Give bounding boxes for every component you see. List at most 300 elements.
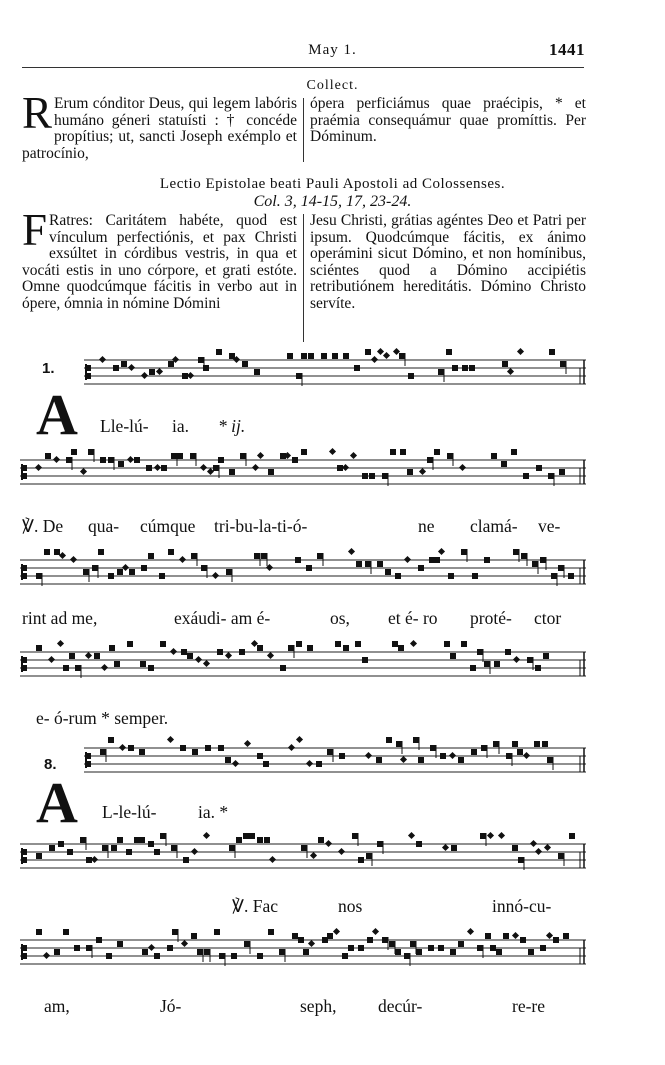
neume bbox=[327, 933, 333, 939]
neume bbox=[413, 737, 419, 743]
neume bbox=[257, 837, 263, 843]
neume bbox=[108, 457, 114, 463]
chant1-lyric-2g: ve- bbox=[538, 516, 561, 536]
neume bbox=[264, 837, 270, 843]
epistle-left-text: Ratres: Caritátem habéte, quod est vínculum perfectiónis, et pax Christi exsúltet in córdibus vestris, in qua et vocáti estis in uno córpore, et grati estóte. Omne quodcúmque fácitis in verbo aut in ópere, ómnia in nómine Dómini bbox=[22, 212, 297, 312]
neume bbox=[232, 760, 239, 767]
neume bbox=[167, 945, 173, 951]
neume bbox=[301, 353, 307, 359]
neume bbox=[207, 468, 214, 475]
neume bbox=[523, 473, 529, 479]
neume bbox=[159, 573, 165, 579]
neume bbox=[513, 656, 520, 663]
chant2-staff-1 bbox=[84, 740, 586, 802]
neume bbox=[70, 556, 77, 563]
neume bbox=[154, 464, 161, 471]
neume bbox=[377, 348, 384, 355]
neume bbox=[141, 372, 148, 379]
neume bbox=[117, 569, 123, 575]
neume bbox=[48, 656, 55, 663]
neume bbox=[517, 348, 524, 355]
neume bbox=[236, 837, 242, 843]
neume bbox=[542, 741, 548, 747]
neume bbox=[96, 937, 102, 943]
neume bbox=[269, 856, 276, 863]
neume bbox=[296, 373, 302, 379]
neume bbox=[183, 857, 189, 863]
neume bbox=[75, 665, 81, 671]
neume bbox=[362, 473, 368, 479]
neume bbox=[365, 752, 372, 759]
neume bbox=[58, 841, 64, 847]
chant1-staff-3 bbox=[20, 552, 586, 614]
neume bbox=[267, 652, 274, 659]
neume bbox=[257, 753, 263, 759]
chant2-lyric-3b: Jó- bbox=[160, 996, 182, 1016]
neume bbox=[451, 845, 457, 851]
chant2-initial: A bbox=[36, 770, 78, 835]
neume bbox=[99, 356, 106, 363]
neume bbox=[530, 840, 537, 847]
neume bbox=[348, 548, 355, 555]
neume bbox=[558, 565, 564, 571]
neume bbox=[559, 469, 565, 475]
neume bbox=[410, 941, 416, 947]
chant1-lyric-2b: qua- bbox=[88, 516, 120, 536]
neume bbox=[35, 464, 42, 471]
neume bbox=[212, 572, 219, 579]
neume bbox=[438, 945, 444, 951]
neume bbox=[288, 744, 295, 751]
chant2-staff-2 bbox=[20, 836, 586, 898]
neume bbox=[416, 841, 422, 847]
neume bbox=[338, 848, 345, 855]
chant2-lyric-3e: re-re bbox=[512, 996, 546, 1016]
neume bbox=[382, 937, 388, 943]
neume bbox=[181, 940, 188, 947]
neume bbox=[512, 845, 518, 851]
chant1-lyric-2f: clamá- bbox=[470, 516, 518, 536]
neume bbox=[129, 569, 135, 575]
neume bbox=[203, 660, 210, 667]
neume bbox=[325, 840, 332, 847]
neume bbox=[348, 945, 354, 951]
neume bbox=[242, 361, 248, 367]
neume bbox=[308, 940, 315, 947]
chant2-lyric-2b: nos bbox=[338, 896, 363, 916]
neume bbox=[231, 953, 237, 959]
neume bbox=[71, 449, 77, 455]
neume bbox=[385, 569, 391, 575]
neume bbox=[410, 640, 417, 647]
neume bbox=[487, 832, 494, 839]
neume bbox=[458, 757, 464, 763]
neume bbox=[301, 449, 307, 455]
neume bbox=[306, 760, 313, 767]
neume bbox=[171, 453, 177, 459]
neume bbox=[535, 848, 542, 855]
chant2-lyric-1b: ia. * bbox=[198, 802, 229, 822]
chant1-lyric-4a: e- ó-rum * semper. bbox=[36, 708, 169, 728]
neume bbox=[317, 553, 323, 559]
neume bbox=[389, 941, 395, 947]
neume bbox=[316, 761, 322, 767]
neume bbox=[544, 844, 551, 851]
neume bbox=[343, 645, 349, 651]
neume bbox=[229, 845, 235, 851]
neume bbox=[513, 549, 519, 555]
neume bbox=[333, 928, 340, 935]
neume bbox=[400, 449, 406, 455]
neume bbox=[392, 641, 398, 647]
neume bbox=[140, 661, 146, 667]
neume bbox=[288, 645, 294, 651]
neume bbox=[263, 761, 269, 767]
neume bbox=[449, 752, 456, 759]
epistle-title: Lectio Epistolae beati Pauli Apostoli ad Colossenses. bbox=[159, 176, 506, 192]
neume bbox=[287, 353, 293, 359]
neume bbox=[187, 653, 193, 659]
neume bbox=[44, 549, 50, 555]
neume bbox=[244, 740, 251, 747]
neume bbox=[553, 937, 559, 943]
chant1-staff-4 bbox=[20, 644, 586, 706]
neume bbox=[399, 353, 405, 359]
neume bbox=[418, 565, 424, 571]
epistle-right-column bbox=[310, 213, 586, 312]
neume bbox=[477, 945, 483, 951]
chant1-lyric-3e: proté- bbox=[470, 608, 512, 628]
neume bbox=[534, 741, 540, 747]
neume bbox=[139, 837, 145, 843]
neume bbox=[390, 449, 396, 455]
neume bbox=[342, 953, 348, 959]
neume bbox=[117, 941, 123, 947]
neume bbox=[63, 665, 69, 671]
neume bbox=[404, 953, 410, 959]
neume bbox=[203, 365, 209, 371]
neume bbox=[239, 649, 245, 655]
neume bbox=[268, 469, 274, 475]
neume bbox=[36, 645, 42, 651]
neume bbox=[408, 832, 415, 839]
neume bbox=[114, 661, 120, 667]
neume bbox=[440, 753, 446, 759]
neume bbox=[244, 941, 250, 947]
chant2-lyric-3c: seph, bbox=[300, 996, 337, 1016]
chant1-lyric-2a: ℣. De bbox=[22, 516, 64, 536]
neume bbox=[418, 757, 424, 763]
neume bbox=[511, 449, 517, 455]
collect-left-text: Erum cónditor Deus, qui legem labóris humáno géneri statuísti : † concéde propítius; ut, sancti Joseph exémplo et patrocínio, bbox=[22, 95, 297, 162]
neume bbox=[358, 945, 364, 951]
neume bbox=[446, 349, 452, 355]
neume bbox=[512, 741, 518, 747]
neume bbox=[192, 749, 198, 755]
neume bbox=[369, 473, 375, 479]
neume bbox=[118, 461, 124, 467]
neume bbox=[484, 557, 490, 563]
neume bbox=[377, 561, 383, 567]
neume bbox=[358, 857, 364, 863]
neume bbox=[45, 453, 51, 459]
neume bbox=[154, 849, 160, 855]
neume bbox=[337, 465, 343, 471]
neume bbox=[416, 949, 422, 955]
neume bbox=[536, 465, 542, 471]
collect-right-text: ópera perficiámus quae praécipis, * et praémia consequámur quae promíttis. Per Dóminum. bbox=[310, 95, 586, 145]
neume bbox=[301, 845, 307, 851]
neume bbox=[480, 833, 486, 839]
neume bbox=[181, 649, 187, 655]
neume bbox=[57, 640, 64, 647]
neume bbox=[126, 849, 132, 855]
neume bbox=[218, 457, 224, 463]
chant2-lyric-1a: L-le-lú- bbox=[102, 802, 157, 822]
neume bbox=[472, 573, 478, 579]
neume bbox=[292, 457, 298, 463]
neume bbox=[94, 653, 100, 659]
neume bbox=[527, 657, 533, 663]
neume bbox=[80, 837, 86, 843]
neume bbox=[386, 737, 392, 743]
neume bbox=[254, 369, 260, 375]
neume bbox=[154, 953, 160, 959]
column-divider bbox=[303, 214, 304, 342]
neume bbox=[127, 456, 134, 463]
neume bbox=[98, 549, 104, 555]
neume bbox=[398, 645, 404, 651]
chant1-lyric-3b: exáudi- am é- bbox=[174, 608, 271, 628]
chant1-lyric-3c: os, bbox=[330, 608, 350, 628]
neume bbox=[321, 353, 327, 359]
header-rule bbox=[22, 67, 584, 68]
chant1-lyric-2c: cúmque bbox=[140, 516, 196, 536]
neume bbox=[257, 645, 263, 651]
neume bbox=[356, 561, 362, 567]
neume bbox=[177, 453, 183, 459]
neume bbox=[458, 941, 464, 947]
neume bbox=[168, 361, 174, 367]
neume bbox=[261, 553, 267, 559]
neume bbox=[113, 365, 119, 371]
chant1-mode-number: 1. bbox=[42, 360, 55, 377]
neume bbox=[252, 464, 259, 471]
neume bbox=[67, 849, 73, 855]
neume bbox=[139, 749, 145, 755]
neume bbox=[362, 657, 368, 663]
neume bbox=[470, 665, 476, 671]
chant1-lyric-2d: tri-bu-la-ti-ó- bbox=[214, 516, 308, 536]
neume bbox=[85, 652, 92, 659]
neume bbox=[91, 856, 98, 863]
neume bbox=[108, 737, 114, 743]
neume bbox=[170, 648, 177, 655]
neume bbox=[503, 933, 509, 939]
chant2-lyric-2a: ℣. Fac bbox=[232, 896, 278, 916]
neume bbox=[450, 949, 456, 955]
chant1-staff-1 bbox=[84, 352, 586, 412]
neume bbox=[427, 457, 433, 463]
neume bbox=[191, 933, 197, 939]
neume bbox=[69, 653, 75, 659]
neume bbox=[80, 468, 87, 475]
neume bbox=[496, 949, 502, 955]
neume bbox=[257, 953, 263, 959]
neume bbox=[485, 933, 491, 939]
neume bbox=[400, 756, 407, 763]
neume bbox=[296, 736, 303, 743]
neume bbox=[462, 365, 468, 371]
neume bbox=[307, 645, 313, 651]
neume bbox=[329, 448, 336, 455]
neume bbox=[122, 564, 129, 571]
neume bbox=[540, 557, 546, 563]
neume bbox=[66, 457, 72, 463]
neume bbox=[520, 937, 526, 943]
neume bbox=[502, 361, 508, 367]
neume bbox=[292, 933, 298, 939]
neume bbox=[156, 368, 163, 375]
neume bbox=[352, 833, 358, 839]
neume bbox=[141, 565, 147, 571]
neume bbox=[106, 953, 112, 959]
chant1-lyric-1a: Lle-lú- bbox=[100, 416, 149, 436]
chant1-lyric-1b: ia. bbox=[172, 416, 190, 436]
neume bbox=[444, 641, 450, 647]
neume bbox=[568, 573, 574, 579]
neume bbox=[268, 929, 274, 935]
neume bbox=[187, 372, 194, 379]
neume bbox=[121, 361, 127, 367]
neume bbox=[477, 649, 483, 655]
neume bbox=[128, 364, 135, 371]
epistle-left-column bbox=[22, 205, 297, 312]
chant2-lyric-3a: am, bbox=[44, 996, 70, 1016]
neume bbox=[350, 452, 357, 459]
chant1-initial: A bbox=[36, 382, 78, 447]
collect-right-column bbox=[310, 96, 586, 146]
collect-heading: Collect. bbox=[306, 78, 359, 93]
epistle-dropcap: F bbox=[22, 205, 48, 255]
neume bbox=[543, 653, 549, 659]
neume bbox=[128, 745, 134, 751]
neume bbox=[53, 456, 60, 463]
neume bbox=[36, 573, 42, 579]
neume bbox=[461, 549, 467, 555]
neume bbox=[490, 945, 496, 951]
neume bbox=[295, 557, 301, 563]
neume bbox=[303, 949, 309, 955]
neume bbox=[354, 365, 360, 371]
neume bbox=[467, 928, 474, 935]
neume bbox=[225, 757, 231, 763]
neume bbox=[109, 645, 115, 651]
neume bbox=[528, 949, 534, 955]
neume bbox=[127, 641, 133, 647]
neume bbox=[243, 833, 249, 839]
neume bbox=[101, 664, 108, 671]
neume bbox=[563, 933, 569, 939]
neume bbox=[428, 945, 434, 951]
neume bbox=[540, 945, 546, 951]
neume bbox=[198, 357, 204, 363]
neume bbox=[117, 837, 123, 843]
neume bbox=[459, 464, 466, 471]
neume bbox=[447, 453, 453, 459]
neume bbox=[36, 929, 42, 935]
epistle-citation: Col. 3, 14-15, 17, 23-24. bbox=[253, 193, 412, 210]
neume bbox=[498, 832, 505, 839]
neume bbox=[172, 929, 178, 935]
neume bbox=[404, 556, 411, 563]
neume bbox=[517, 749, 523, 755]
neume bbox=[218, 745, 224, 751]
page-number: 1441 bbox=[549, 40, 585, 59]
chant1-staff-2 bbox=[20, 452, 586, 512]
neume bbox=[59, 552, 66, 559]
chant2-mode-number: 8. bbox=[44, 756, 57, 773]
neume bbox=[296, 641, 302, 647]
neume bbox=[551, 573, 557, 579]
neume bbox=[395, 573, 401, 579]
neume bbox=[532, 561, 538, 567]
neume bbox=[63, 929, 69, 935]
neume bbox=[383, 352, 390, 359]
neume bbox=[448, 573, 454, 579]
neume bbox=[279, 949, 285, 955]
neume bbox=[43, 952, 50, 959]
chant1-lyric-3a: rint ad me, bbox=[22, 608, 98, 628]
neume bbox=[148, 553, 154, 559]
neume bbox=[225, 652, 232, 659]
neume bbox=[491, 453, 497, 459]
neume bbox=[318, 837, 324, 843]
neume bbox=[182, 373, 188, 379]
neume bbox=[342, 464, 349, 471]
neume bbox=[452, 365, 458, 371]
neume bbox=[229, 469, 235, 475]
neume bbox=[376, 757, 382, 763]
neume bbox=[86, 857, 92, 863]
epistle-right-text: Jesu Christi, grátias agéntes Deo et Patri per ipsum. Quodcúmque fácitis, ex ánimo operámini sicut Dómino, et non homínibus, sciéntes quod a Dómino accipiétis retributiónem hereditátis. Dómino Christo servíte. bbox=[310, 212, 586, 312]
neume bbox=[407, 469, 413, 475]
neume bbox=[240, 453, 246, 459]
neume bbox=[167, 736, 174, 743]
neume bbox=[213, 465, 219, 471]
neume bbox=[229, 353, 235, 359]
neume bbox=[180, 745, 186, 751]
neume bbox=[434, 557, 440, 563]
neume bbox=[395, 949, 401, 955]
neume bbox=[83, 569, 89, 575]
neume bbox=[484, 661, 490, 667]
neume bbox=[471, 749, 477, 755]
neume bbox=[549, 349, 555, 355]
neume bbox=[146, 465, 152, 471]
neume bbox=[149, 369, 155, 375]
neume bbox=[366, 853, 372, 859]
neume bbox=[49, 845, 55, 851]
neume bbox=[365, 561, 371, 567]
neume bbox=[119, 744, 126, 751]
neume bbox=[298, 937, 304, 943]
neume bbox=[310, 852, 317, 859]
neume bbox=[371, 356, 378, 363]
neume bbox=[501, 461, 507, 467]
chant1-lyric-2e: ne bbox=[418, 516, 435, 536]
neume bbox=[355, 641, 361, 647]
